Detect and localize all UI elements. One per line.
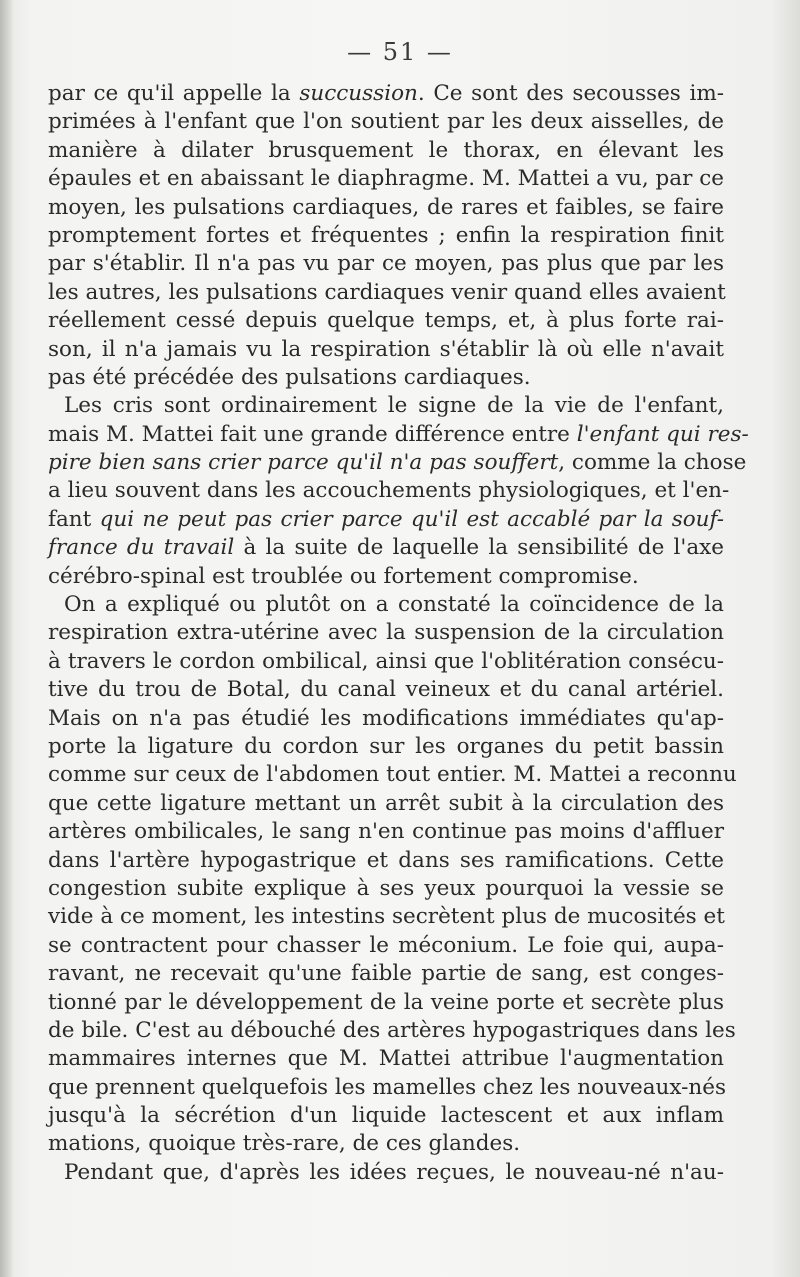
- page-number: — 51 —: [347, 38, 453, 66]
- text-run: Pendant que, d'après les idées reçues, le nouveau-né n'au-: [64, 1159, 724, 1185]
- text-run: à la suite de laquelle la sensibilité de l'axe: [234, 535, 724, 561]
- text-run: vide à ce moment, les intestins secrètent plus de mucosités et: [48, 904, 725, 930]
- text-run: que cette ligature mettant un arrêt subit à la circulation des: [48, 790, 724, 816]
- text-line: [48, 989, 724, 1017]
- text-line: [48, 1102, 724, 1130]
- text-line: [48, 875, 724, 903]
- text-run: manière à dilater brusquement le thorax, en élevant les: [48, 137, 724, 163]
- text-line: [48, 563, 724, 591]
- text-run: moyen, les pulsations cardiaques, de rares et faibles, se faire: [48, 194, 724, 220]
- text-line: [48, 449, 747, 477]
- text-run: réellement cessé depuis quelque temps, et, à plus forte rai-: [48, 308, 724, 334]
- text-line: [48, 222, 724, 250]
- text-run: a lieu souvent dans les accouchements physiologiques, et l'en-: [48, 478, 730, 504]
- text-run: les autres, les pulsations cardiaques venir quand elles avaient: [48, 279, 726, 305]
- text-run: jusqu'à la sécrétion d'un liquide lactescent et aux inflam: [48, 1103, 724, 1129]
- text-run: pas été précédée des pulsations cardiaques.: [48, 364, 531, 390]
- text-line: [48, 364, 724, 392]
- text-line: [48, 336, 724, 364]
- text-line: [48, 818, 724, 846]
- text-run: tive du trou de Botal, du canal veineux et du canal artériel.: [48, 677, 724, 703]
- text-run: Les cris sont ordinairement le signe de la vie de l'enfant,: [64, 393, 724, 419]
- text-line: [48, 1159, 724, 1187]
- text-line: [48, 676, 724, 704]
- text-line: [48, 790, 724, 818]
- text-run: promptement fortes et fréquentes ; enfin la respiration finit: [48, 222, 724, 248]
- text-line: [48, 733, 724, 761]
- text-line: [48, 108, 724, 136]
- text-line: [48, 80, 724, 108]
- text-line: [48, 1130, 724, 1158]
- text-line: [48, 619, 724, 647]
- text-line: [48, 477, 730, 505]
- text-line: [48, 903, 724, 931]
- text-line: [48, 1045, 724, 1073]
- text-run: , comme la chose: [558, 450, 747, 476]
- text-line: [48, 761, 737, 789]
- text-run: cérébro-spinal est troublée ou fortement compromise.: [48, 563, 639, 589]
- text-run: mais M. Mattei fait une grande différence entre: [48, 421, 577, 447]
- text-line: [48, 392, 724, 420]
- text-line: [48, 279, 724, 307]
- text-run: par ce qu'il appelle la: [48, 81, 300, 106]
- text-line: [48, 705, 724, 733]
- italic-run: l'enfant qui res-: [576, 421, 749, 447]
- text-run: se contractent pour chasser le méconium. Le foie qui, aupa-: [48, 932, 724, 958]
- binding-shadow: [0, 0, 14, 1277]
- text-line: [48, 960, 724, 988]
- text-line: [48, 307, 724, 335]
- text-run: congestion subite explique à ses yeux pourquoi la vessie se: [48, 875, 724, 901]
- text-run: dans l'artère hypogastrique et dans ses ramifications. Cette: [48, 847, 724, 873]
- text-line: [48, 534, 724, 562]
- text-run: porte la ligature du cordon sur les organes du petit bassin: [48, 733, 724, 759]
- text-run: épaules et en abaissant le diaphragme. M. Mattei a vu, par ce: [48, 166, 724, 192]
- text-run: son, il n'a jamais vu la respiration s'établir là où elle n'avait: [48, 336, 724, 362]
- text-run: Mais on n'a pas étudié les modifications immédiates qu'ap-: [48, 705, 724, 731]
- text-run: tionné par le développement de la veine porte et secrète plus: [48, 989, 724, 1015]
- text-run: de bile. C'est au débouché des artères hypogastriques dans les: [48, 1017, 736, 1043]
- italic-run: succussion: [299, 81, 418, 106]
- text-run: primées à l'enfant que l'on soutient par les deux aisselles, de: [48, 109, 724, 135]
- text-line: [48, 506, 724, 534]
- text-line: [48, 421, 749, 449]
- text-line: [48, 1074, 727, 1102]
- text-line: [48, 847, 724, 875]
- italic-run: qui ne peut pas crier parce qu'il est accablé par la souf-: [99, 506, 724, 532]
- italic-run: france du travail: [48, 535, 235, 561]
- text-run: par s'établir. Il n'a pas vu par ce moyen, pas plus que par les: [48, 251, 724, 277]
- text-line: [48, 932, 724, 960]
- text-line: [48, 250, 724, 278]
- text-run: . Ce sont des secousses im-: [417, 81, 724, 106]
- text-line: [48, 165, 724, 193]
- text-run: fant: [48, 506, 100, 532]
- text-run: à travers le cordon ombilical, ainsi que l'oblitération consécu-: [48, 648, 724, 674]
- text-line: [48, 591, 724, 619]
- text-line: [48, 1017, 736, 1045]
- text-run: mammaires internes que M. Mattei attribue l'augmentation: [48, 1046, 724, 1072]
- text-run: ravant, ne recevait qu'une faible partie de sang, est conges-: [48, 961, 724, 987]
- body-text: [48, 80, 749, 1187]
- text-line: [48, 137, 724, 165]
- text-run: mations, quoique très-rare, de ces glandes.: [48, 1131, 521, 1157]
- text-run: On a expliqué ou plutôt on a constaté la coïncidence de la: [64, 592, 724, 618]
- text-run: que prennent quelquefois les mamelles chez les nouveaux-nés: [48, 1074, 727, 1100]
- text-run: respiration extra-utérine avec la suspension de la circulation: [48, 620, 724, 646]
- text-line: [48, 648, 724, 676]
- text-line: [48, 194, 724, 222]
- italic-run: pire bien sans crier parce qu'il n'a pas souffert: [48, 450, 559, 476]
- text-run: artères ombilicales, le sang n'en continue pas moins d'affluer: [48, 819, 724, 845]
- text-run: comme sur ceux de l'abdomen tout entier. M. Mattei a reconnu: [48, 762, 737, 788]
